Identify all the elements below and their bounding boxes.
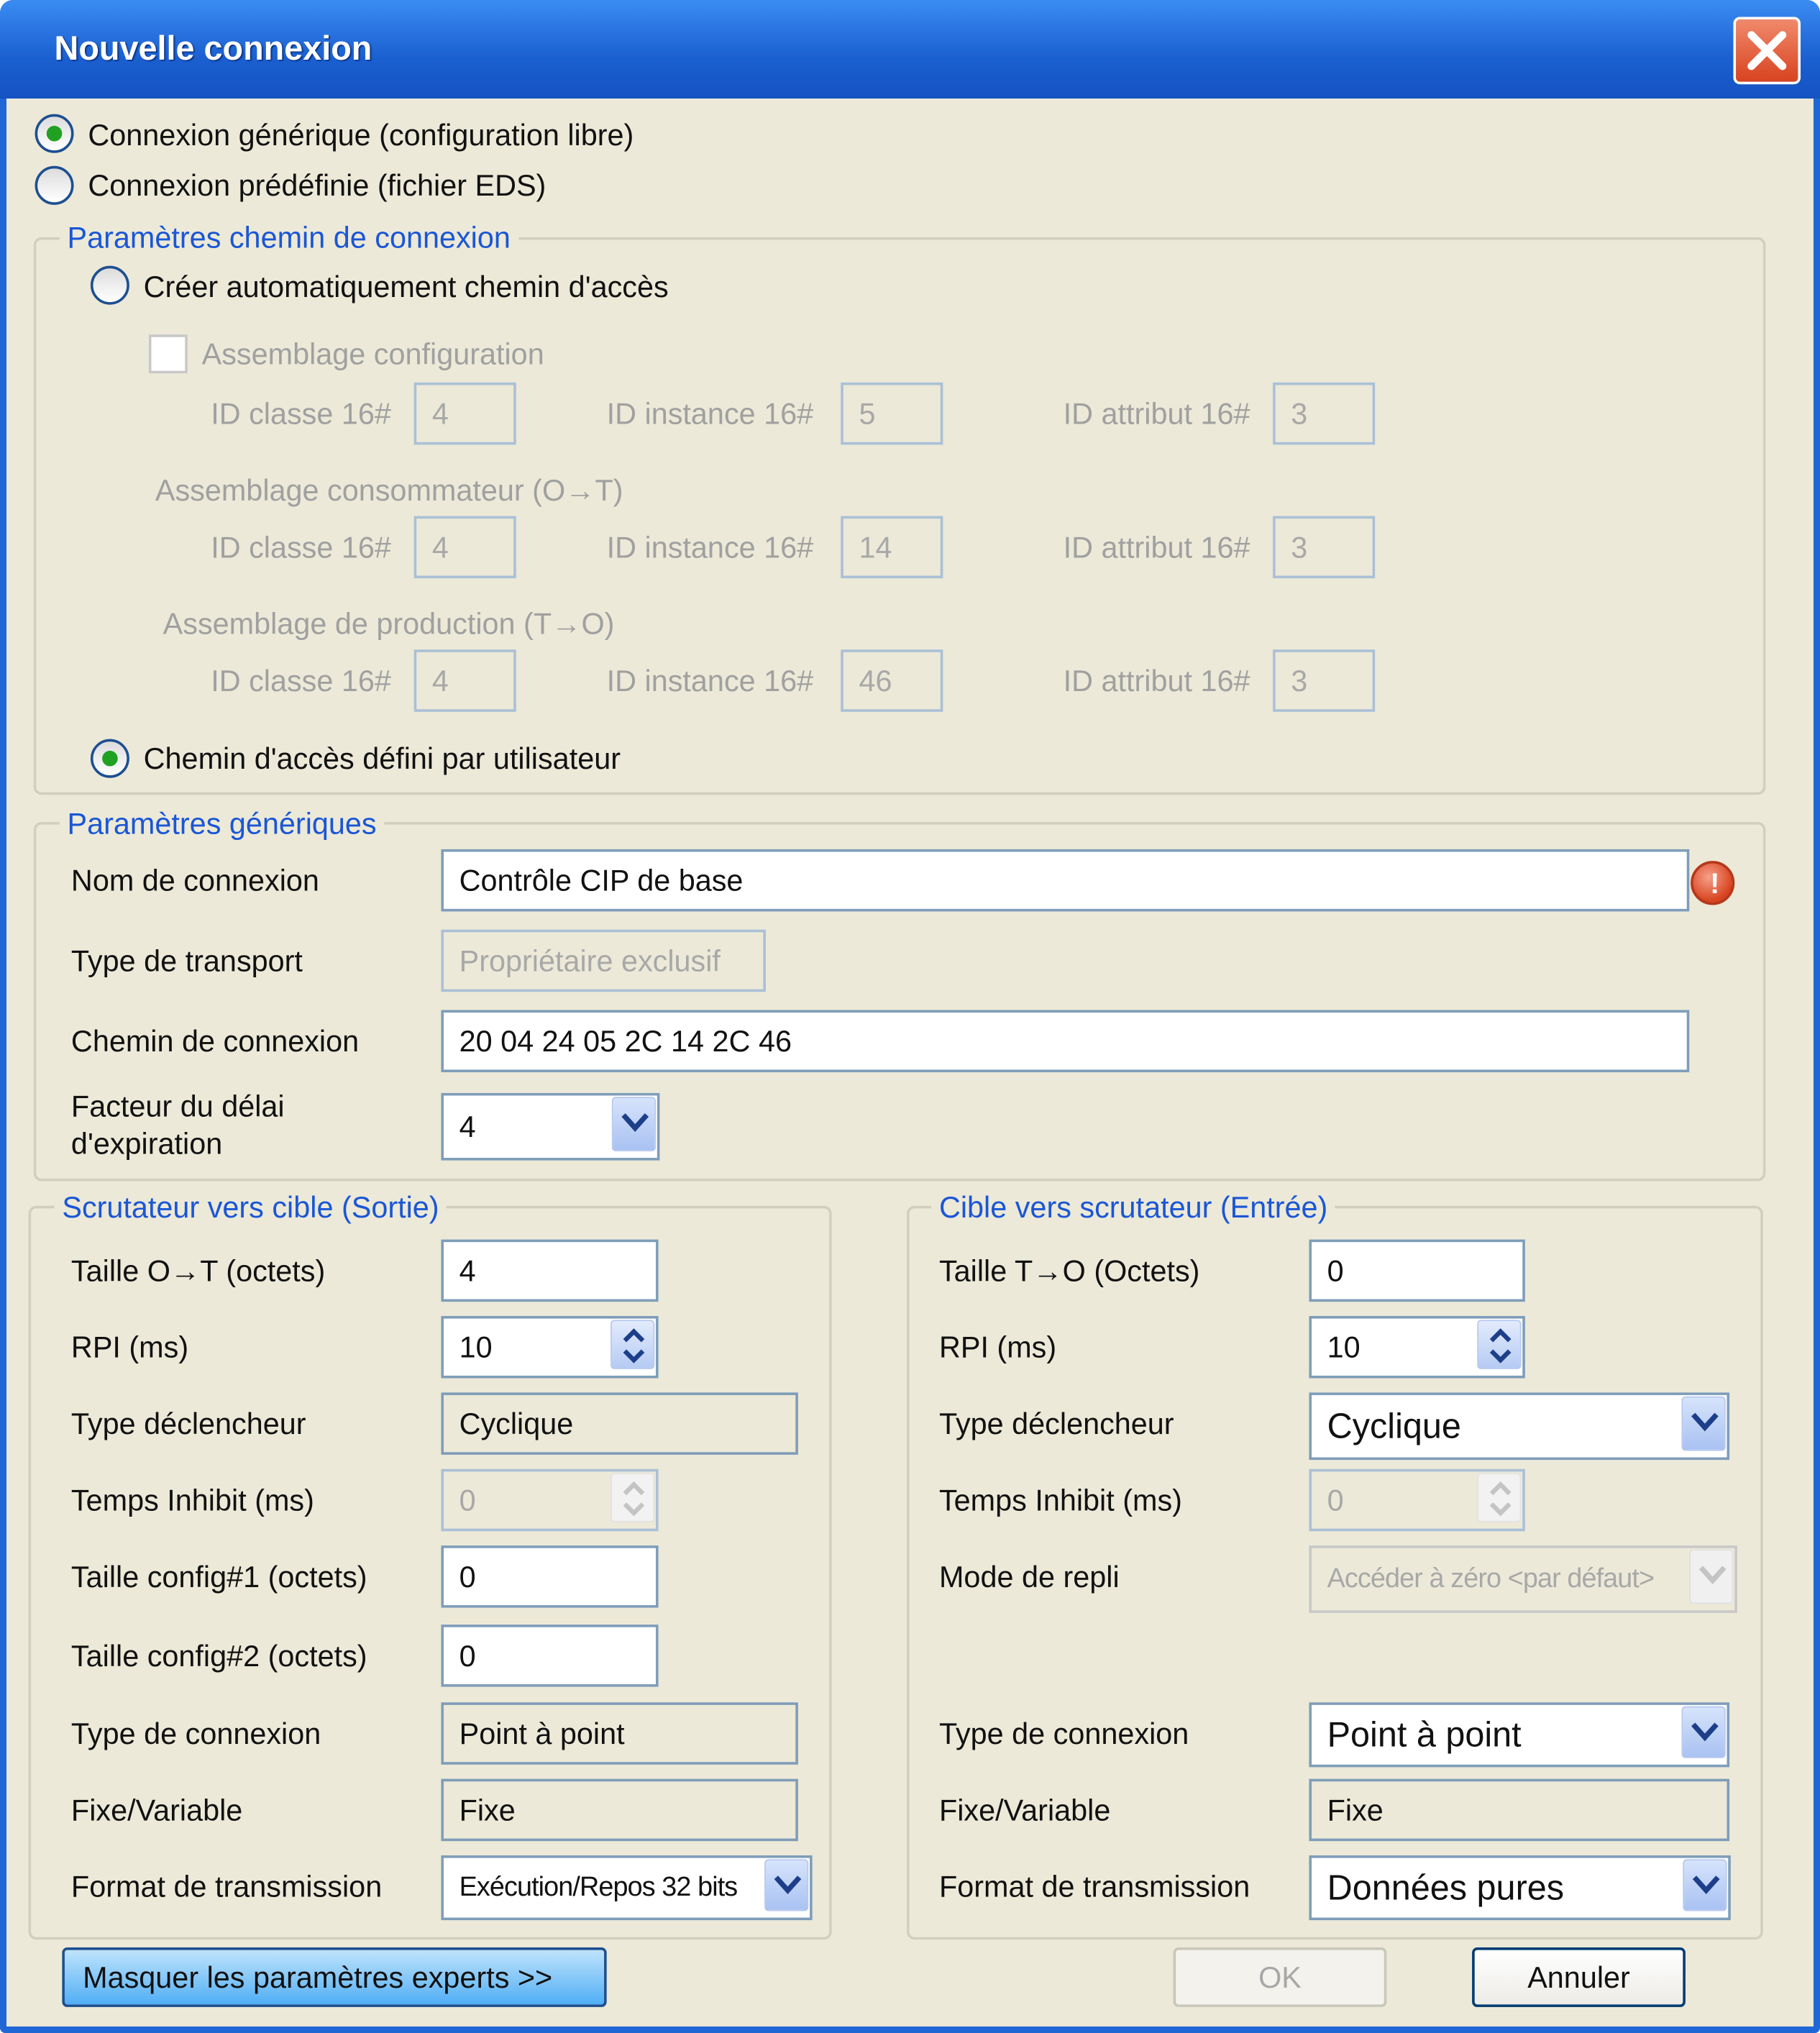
out-config1-input[interactable]: 0 (441, 1545, 658, 1608)
consumer-attr-input[interactable]: 3 (1273, 516, 1375, 579)
in-inhibit-spinner (1309, 1469, 1524, 1532)
close-icon (1746, 29, 1788, 71)
out-rpi-value: 10 (441, 1316, 658, 1379)
consumer-class-label: ID classe 16# (211, 530, 391, 565)
hide-expert-params-button[interactable]: Masquer les paramètres experts >> (62, 1947, 606, 2007)
in-rpi-spin-buttons[interactable] (1477, 1320, 1521, 1369)
producer-attr-label: ID attribut 16# (1063, 664, 1250, 698)
producer-instance-input[interactable]: 46 (841, 649, 943, 712)
producer-assembly-label: Assemblage de production (T→O) (163, 606, 615, 641)
out-rpi-spinner[interactable] (441, 1316, 658, 1379)
consumer-class-input[interactable]: 4 (414, 516, 516, 579)
user-path-label: Chemin d'accès défini par utilisateur (143, 741, 621, 776)
timeout-factor-value: 4 (441, 1093, 659, 1161)
config-attr-label: ID attribut 16# (1063, 396, 1250, 431)
out-trigger-field: Cyclique (441, 1392, 797, 1455)
out-format-dropdown-button[interactable] (764, 1859, 808, 1911)
timeout-factor-label-2: d'expiration (70, 1126, 223, 1161)
transport-type-label: Type de transport (70, 944, 303, 978)
out-fixed-field: Fixe (441, 1779, 797, 1842)
out-trigger-label: Type déclencheur (70, 1407, 306, 1441)
out-format-value: Exécution/Repos 32 bits (441, 1855, 812, 1920)
timeout-factor-label-1: Facteur du délai (70, 1089, 285, 1123)
chevron-down-icon (621, 1111, 649, 1134)
out-fixed-label: Fixe/Variable (70, 1793, 243, 1827)
auto-path-label: Créer automatiquement chemin d'accès (143, 270, 669, 303)
producer-instance-label: ID instance 16# (606, 664, 814, 698)
connection-name-label: Nom de connexion (70, 863, 319, 897)
in-fallback-dropdown-button (1689, 1550, 1733, 1604)
out-inhibit-label: Temps Inhibit (ms) (70, 1483, 314, 1517)
in-fallback-label: Mode de repli (938, 1559, 1120, 1594)
close-button[interactable] (1733, 17, 1801, 84)
in-fixed-field: Fixe (1309, 1779, 1729, 1842)
window-title: Nouvelle connexion (54, 28, 372, 68)
producer-attr-input[interactable]: 3 (1273, 649, 1375, 712)
connection-path-input[interactable]: 20 04 24 05 2C 14 2C 46 (441, 1010, 1689, 1072)
config-assembly-label: Assemblage configuration (201, 337, 544, 371)
out-inhibit-value: 0 (441, 1469, 658, 1532)
consumer-instance-label: ID instance 16# (606, 530, 814, 565)
in-conn-type-value: Point à point (1309, 1702, 1729, 1767)
in-rpi-value: 10 (1309, 1316, 1524, 1379)
path-params-title: Paramètres chemin de connexion (60, 219, 518, 255)
output-title: Scrutateur vers cible (Sortie) (55, 1189, 447, 1225)
title-bar[interactable] (0, 0, 1820, 99)
in-trigger-label: Type déclencheur (938, 1407, 1174, 1441)
spin-arrows-icon (621, 1326, 646, 1365)
chevron-down-icon (1692, 1873, 1721, 1896)
generic-connection-label: Connexion générique (configuration libre) (88, 118, 634, 152)
in-fallback-select (1309, 1545, 1737, 1613)
consumer-assembly-label: Assemblage consommateur (O→T) (155, 473, 623, 507)
in-format-value: Données pures (1309, 1855, 1730, 1920)
config-class-input[interactable]: 4 (414, 383, 516, 445)
producer-class-input[interactable]: 4 (414, 649, 516, 712)
predefined-connection-radio[interactable] (35, 166, 74, 205)
chevron-down-icon (774, 1873, 802, 1896)
chevron-down-icon (1698, 1563, 1727, 1586)
in-format-label: Format de transmission (938, 1869, 1250, 1904)
predefined-connection-label: Connexion prédéfinie (fichier EDS) (88, 168, 547, 203)
generic-params-title: Paramètres génériques (60, 805, 385, 841)
in-size-input[interactable]: 0 (1309, 1240, 1524, 1302)
out-format-select[interactable] (441, 1855, 812, 1920)
in-conn-type-label: Type de connexion (938, 1717, 1189, 1750)
in-rpi-label: RPI (ms) (938, 1330, 1057, 1364)
connection-path-label: Chemin de connexion (70, 1024, 360, 1059)
auto-path-radio[interactable] (91, 266, 129, 305)
out-inhibit-spinner (441, 1469, 658, 1532)
connection-name-input[interactable]: Contrôle CIP de base (441, 849, 1689, 912)
out-conn-type-label: Type de connexion (70, 1717, 321, 1750)
in-rpi-spinner[interactable] (1309, 1316, 1524, 1379)
in-trigger-dropdown-button[interactable] (1682, 1397, 1726, 1451)
chevron-down-icon (1691, 1411, 1719, 1434)
config-attr-input[interactable]: 3 (1273, 383, 1375, 445)
timeout-factor-select[interactable] (441, 1093, 659, 1161)
out-inhibit-spin-buttons (611, 1473, 654, 1522)
spin-arrows-icon (1488, 1479, 1514, 1518)
timeout-factor-dropdown-button[interactable] (612, 1097, 656, 1151)
ok-button[interactable]: OK (1174, 1947, 1387, 2007)
config-assembly-checkbox[interactable] (149, 334, 188, 373)
input-title: Cible vers scrutateur (Entrée) (931, 1189, 1335, 1225)
transport-type-field: Propriétaire exclusif (441, 930, 766, 992)
config-class-label: ID classe 16# (211, 396, 391, 431)
in-inhibit-label: Temps Inhibit (ms) (938, 1483, 1182, 1517)
user-path-radio[interactable] (91, 739, 129, 778)
out-size-input[interactable]: 4 (441, 1240, 658, 1302)
out-config2-input[interactable]: 0 (441, 1625, 658, 1687)
chevron-down-icon (1691, 1720, 1719, 1743)
in-fixed-label: Fixe/Variable (938, 1793, 1111, 1827)
consumer-instance-input[interactable]: 14 (841, 516, 943, 579)
in-conn-type-dropdown-button[interactable] (1682, 1707, 1726, 1758)
in-format-select[interactable] (1309, 1855, 1730, 1920)
cancel-button[interactable]: Annuler (1472, 1947, 1686, 2007)
in-inhibit-value: 0 (1309, 1469, 1524, 1532)
spin-arrows-icon (621, 1479, 646, 1518)
generic-connection-radio[interactable] (35, 114, 74, 153)
consumer-attr-label: ID attribut 16# (1063, 530, 1250, 565)
in-format-dropdown-button[interactable] (1683, 1859, 1727, 1911)
out-config2-label: Taille config#2 (octets) (70, 1638, 367, 1673)
out-size-label: Taille O→T (octets) (70, 1253, 326, 1288)
in-fallback-value: Accéder à zéro <par défaut> (1309, 1545, 1737, 1613)
alert-icon: ! (1691, 861, 1734, 905)
in-trigger-select[interactable] (1309, 1392, 1729, 1460)
out-config1-label: Taille config#1 (octets) (70, 1559, 367, 1594)
in-size-label: Taille T→O (Octets) (938, 1253, 1200, 1288)
producer-class-label: ID classe 16# (211, 664, 391, 698)
config-instance-label: ID instance 16# (606, 396, 814, 431)
in-inhibit-spin-buttons (1477, 1473, 1521, 1522)
in-trigger-value: Cyclique (1309, 1392, 1729, 1460)
out-conn-type-field: Point à point (441, 1702, 797, 1765)
out-rpi-spin-buttons[interactable] (611, 1320, 654, 1369)
out-rpi-label: RPI (ms) (70, 1330, 189, 1364)
spin-arrows-icon (1488, 1326, 1514, 1365)
in-conn-type-select[interactable] (1309, 1702, 1729, 1767)
config-instance-input[interactable]: 5 (841, 383, 943, 445)
out-format-label: Format de transmission (70, 1869, 383, 1904)
